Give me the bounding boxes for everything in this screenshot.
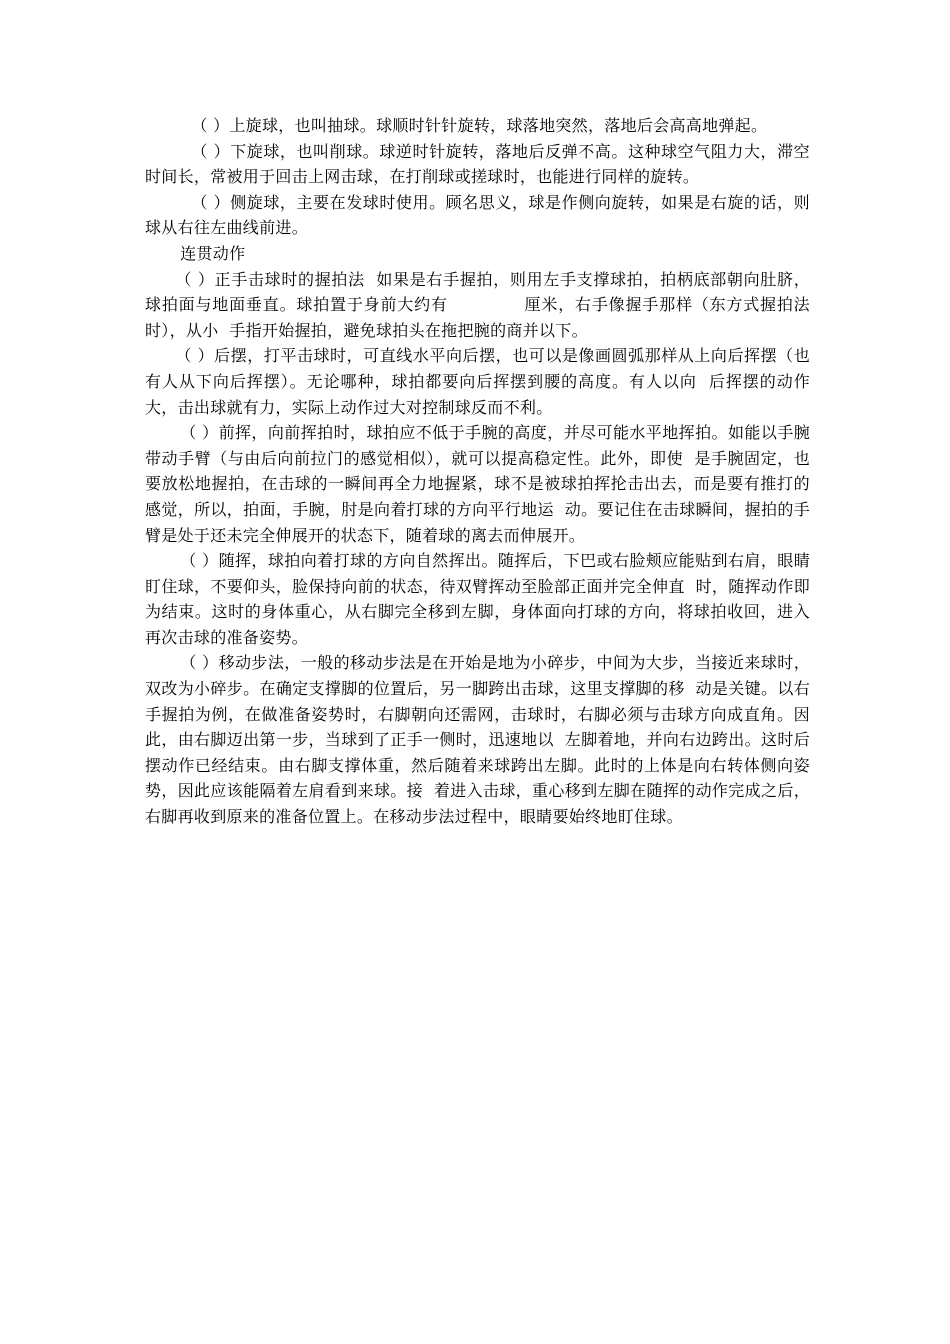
paragraph-backswing: （ ）后摆，打平击球时，可直线水平向后摆，也可以是像画圆弧那样从上向后挥摆（也有人从下向后挥摆）。无论哪种，球拍都要向后挥摆到腰的高度。有人以向 后挥摆的动作大，击出球就有力，实际上动作过大对控制球反而不利。	[145, 346, 810, 417]
paragraph-footwork: （ ）移动步法，一般的移动步法是在开始是地为小碎步，中间为大步，当接近来球时，双改为小碎步。在确定支撑脚的位置后，另一脚跨出击球，这里支撑脚的移 动是关键。以右手握拍为例，在做准备姿势时，右脚朝向还需网，击球时，右脚必须与击球方向成直角。因此，由右脚迈出第一步，当球到了正手一侧时，迅速地以 左脚着地，并向右边跨出。这时后摆动作已经结束。由右脚支撑体重，然后随着来球跨出左脚。此时的上体是向右转体侧向姿势，因此应该能隔着左肩看到来球。接 着进入击球，重心移到左脚在随挥的动作完成之后，右脚再收到原来的准备位置上。在移动步法过程中，眼睛要始终地盯住球。	[145, 653, 810, 827]
paragraph-sidespin: （ ）侧旋球，主要在发球时使用。顾名思义，球是作侧向旋转，如果是右旋的话，则球从右往左曲线前进。	[145, 192, 810, 238]
paragraph-grip: （ ）正手击球时的握拍法 如果是右手握拍，则用左手支撑球拍，拍柄底部朝向肚脐，球拍面与地面垂直。球拍置于身前大约有 厘米，右手像握手那样（东方式握拍法时），从小 手指开始握拍，避免球拍头在拖把腕的商并以下。	[145, 269, 810, 340]
paragraph-topspin: （ ）上旋球，也叫抽球。球顺时针针旋转，球落地突然，落地后会高高地弹起。	[191, 116, 768, 135]
paragraph-followthrough: （ ）随挥，球拍向着打球的方向自然挥出。随挥后，下巴或右脸颊应能贴到右肩，眼睛盯住球，不要仰头，脸保持向前的状态，待双臂挥动至脸部正面并完全伸直 时，随挥动作即为结束。这时的身体重心，从右脚完全移到左脚，身体面向打球的方向，将球拍收回，进入再次击球的准备姿势。	[145, 551, 810, 647]
section-heading: 连贯动作	[180, 243, 246, 263]
document-page	[145, 113, 810, 830]
paragraph-backspin: （ ）下旋球，也叫削球。球逆时针旋转，落地后反弹不高。这种球空气阻力大，滞空时间长，常被用于回击上网击球，在打削球或搓球时，也能进行同样的旋转。	[145, 141, 810, 187]
paragraph-forwardswing: （ ）前挥，向前挥拍时，球拍应不低于手腕的高度，并尽可能水平地挥拍。如能以手腕带动手臂（与由后向前拉门的感觉相似），就可以提高稳定性。此外，即使 是手腕固定，也要放松地握拍，在击球的一瞬间再全力地握紧，球不是被球拍挥抡击出去，而是要有推打的感觉，所以，拍面，手腕，肘是向着打球的方向平行地运 动。要记住在击球瞬间，握拍的手臂是处于还未完全伸展开的状态下，随着球的离去而伸展开。	[145, 423, 810, 545]
